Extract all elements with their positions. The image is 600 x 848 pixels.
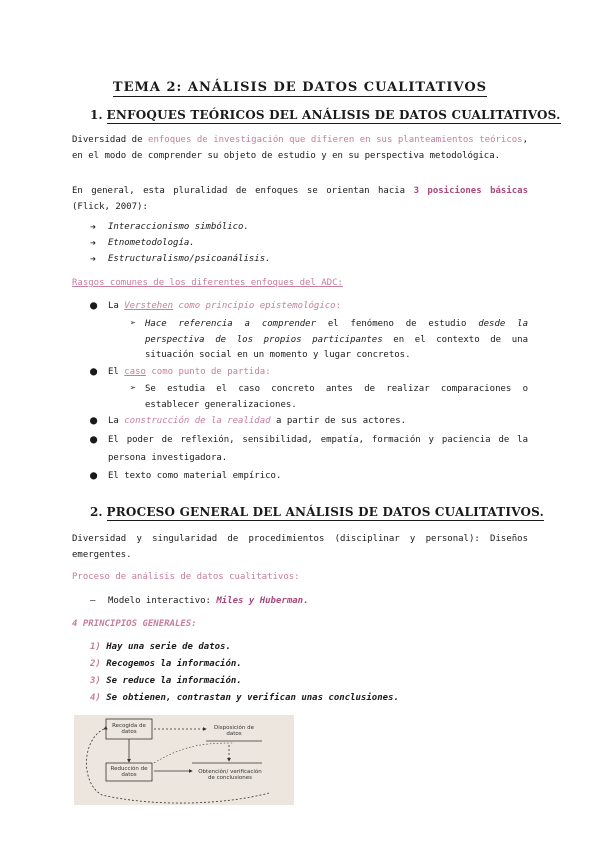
- arrow-bullet-icon: ➔: [90, 222, 97, 233]
- arrow-bullet-icon: ➔: [90, 238, 97, 249]
- paragraph-procedimientos: Diversidad y singularidad de procedimientos (disciplinar y personal): Diseños emergentes.: [72, 534, 528, 560]
- paragraph-diversidad: Diversidad de enfoques de investigación que difieren en sus planteamientos teóricos, en el modo de comprender su objeto de estudio y en su perspectiva metodológica.: [72, 135, 529, 161]
- diagram-label-disposicion: Disposición de datos: [214, 725, 254, 737]
- bullet-icon: ●: [90, 364, 98, 378]
- principle-item: 1) Hay una serie de datos.: [90, 642, 231, 652]
- section-2-heading: 2. PROCESO GENERAL DEL ANÁLISIS DE DATOS CUALITATIVOS.: [90, 505, 544, 519]
- rasgo-construccion: La construcción de la realidad a partir de sus actores.: [108, 416, 407, 426]
- diagram-box-recogida: Recogida de datos: [112, 723, 146, 735]
- principle-item: 4) Se obtienen, contrastan y verifican unas conclusiones.: [90, 693, 399, 703]
- position-item: Interaccionismo simbólico.: [108, 222, 249, 232]
- position-item: Etnometodología.: [108, 238, 195, 248]
- modelo-interactivo: Modelo interactivo: Miles y Huberman.: [108, 596, 309, 606]
- rasgo-verstehen-detail: Hace referencia a comprender el fenómeno de estudio desde la perspectiva de los propios participantes en el contexto de una situación social en un momento y lugar concretos.: [145, 319, 528, 360]
- rasgo-verstehen: La Verstehen como principio epistemológico:: [108, 301, 342, 311]
- interactive-model-diagram: [74, 715, 294, 805]
- principle-item: 3) Se reduce la información.: [90, 676, 242, 686]
- proceso-heading: Proceso de análisis de datos cualitativos:: [72, 572, 300, 582]
- document-title: TEMA 2: ANÁLISIS DE DATOS CUALITATIVOS: [112, 80, 488, 95]
- paragraph-pluralidad: En general, esta pluralidad de enfoques se orientan hacia 3 posiciones básicas (Flick, 2007):: [72, 186, 528, 212]
- section-1-heading: 1. ENFOQUES TEÓRICOS DEL ANÁLISIS DE DATOS CUALITATIVOS.: [90, 108, 561, 122]
- diagram-box-reduccion: Reducción de datos: [110, 766, 148, 778]
- modelo-dash: –: [90, 596, 96, 606]
- position-item: Estructuralismo/psicoanálisis.: [108, 254, 271, 264]
- principle-item: 2) Recogemos la información.: [90, 659, 242, 669]
- bullet-icon: ●: [90, 413, 98, 427]
- rasgos-heading: Rasgos comunes de los diferentes enfoques del ADC:: [72, 278, 343, 288]
- diagram-label-conclusiones: Obtención/ verificación de conclusiones: [198, 769, 262, 781]
- sub-arrow-icon: ➢: [130, 383, 137, 394]
- bullet-icon: ●: [90, 468, 98, 482]
- arrow-bullet-icon: ➔: [90, 254, 97, 265]
- rasgo-poder: El poder de reflexión, sensibilidad, empatía, formación y paciencia de la persona investigadora.: [108, 435, 528, 463]
- rasgo-caso: El caso como punto de partida:: [108, 367, 271, 377]
- bullet-icon: ●: [90, 432, 98, 446]
- rasgo-caso-detail: Se estudia el caso concreto antes de realizar comparaciones o establecer generalizaciones.: [145, 384, 528, 410]
- rasgo-texto: El texto como material empírico.: [108, 471, 282, 481]
- sub-arrow-icon: ➢: [130, 318, 137, 329]
- principios-heading: 4 PRINCIPIOS GENERALES:: [72, 619, 197, 629]
- bullet-icon: ●: [90, 298, 98, 312]
